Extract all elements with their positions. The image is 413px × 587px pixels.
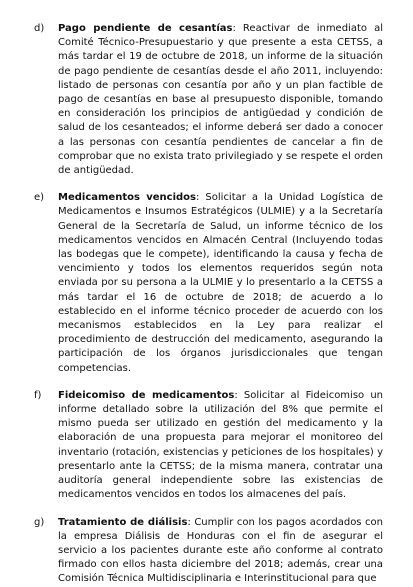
list-item-d — [34, 22, 383, 178]
list-item-title: Tratamiento de diálisis — [58, 516, 188, 528]
list-item-text: : Cumplir con los pagos acordados con la empresa Diálisis de Honduras con el fin de asegurar el servicio a los pacientes durante este año conforme al contrato firmado con ellos hasta diciembre del 2018; además, crear una Comisión Técnica Multidisciplinaria e Interinstitucional para que — [58, 516, 383, 585]
list-marker: g) — [34, 516, 45, 528]
list-marker: d) — [34, 23, 45, 34]
list-item-title: Fideicomiso de medicamentos — [58, 389, 235, 401]
list-marker: e) — [34, 192, 45, 204]
list-item-g — [34, 516, 383, 587]
list-item-title: Pago pendiente de cesantías — [58, 23, 233, 34]
list-item-text: : Solicitar al Fideicomiso un informe detallado sobre la utilización del 8% que permite el mismo pueda ser utilizado en gestión del medicamento y la elaboración de una propuesta para mejorar el monitoreo del inventario (rotación, existencias y peticiones de los hospitales) y presentarlo ante la CETSS; de la misma manera, contratar una auditoría general independiente sobre las existencias de medicamentos vencidos en todos los almacenes del país. — [58, 389, 384, 501]
list-item-body — [58, 22, 383, 178]
list-item-body — [58, 191, 383, 376]
list-marker: f) — [34, 389, 42, 401]
list-item-text: : Reactivar de inmediato al Comité Técnico-Presupuestario y que presente a esta CETSS, a más tardar el 19 de octubre de 2018, un informe de la situación de pago pendiente de cesantías desde el año 2011, incluyendo: listado de personas con cesantía por año y un plan factible de pago de cesantías en base al presupuesto disponible, tomando en consideración los principios de antigüedad y condición de salud de los cesanteados; el informe deberá ser dado a conocer a las personas con cesantía pendientes de cancelar a fin de comprobar que no exista trato privilegiado y se respete el orden de antigüedad. — [58, 23, 383, 177]
list-item-body — [58, 389, 383, 503]
list-item-e — [34, 191, 383, 376]
list-item-body — [58, 516, 383, 587]
list-item-text: : Solicitar a la Unidad Logística de Medicamentos e Insumos Estratégicos (ULMIE) y a la Secretaría General de la Secretaría de Salud, un informe técnico de los medicamentos vencidos en Almacén Central (Incluyendo todas las bodegas que le compete), identificando la causa y fecha de vencimiento y todos los elementos requeridos según nota enviada por su persona a la ULMIE y lo presentarlo a la CETSS a más tardar el 16 de octubre de 2018; de acuerdo a lo establecido en el informe técnico proceder de acuerdo con los mecanismos establecidos en la Ley para realizar el procedimiento de destrucción del medicamento, asegurando la participación de los órganos jurisdiccionales que tengan competencias. — [58, 192, 383, 374]
list-item-f — [34, 389, 383, 503]
list-item-title: Medicamentos vencidos — [58, 192, 197, 204]
